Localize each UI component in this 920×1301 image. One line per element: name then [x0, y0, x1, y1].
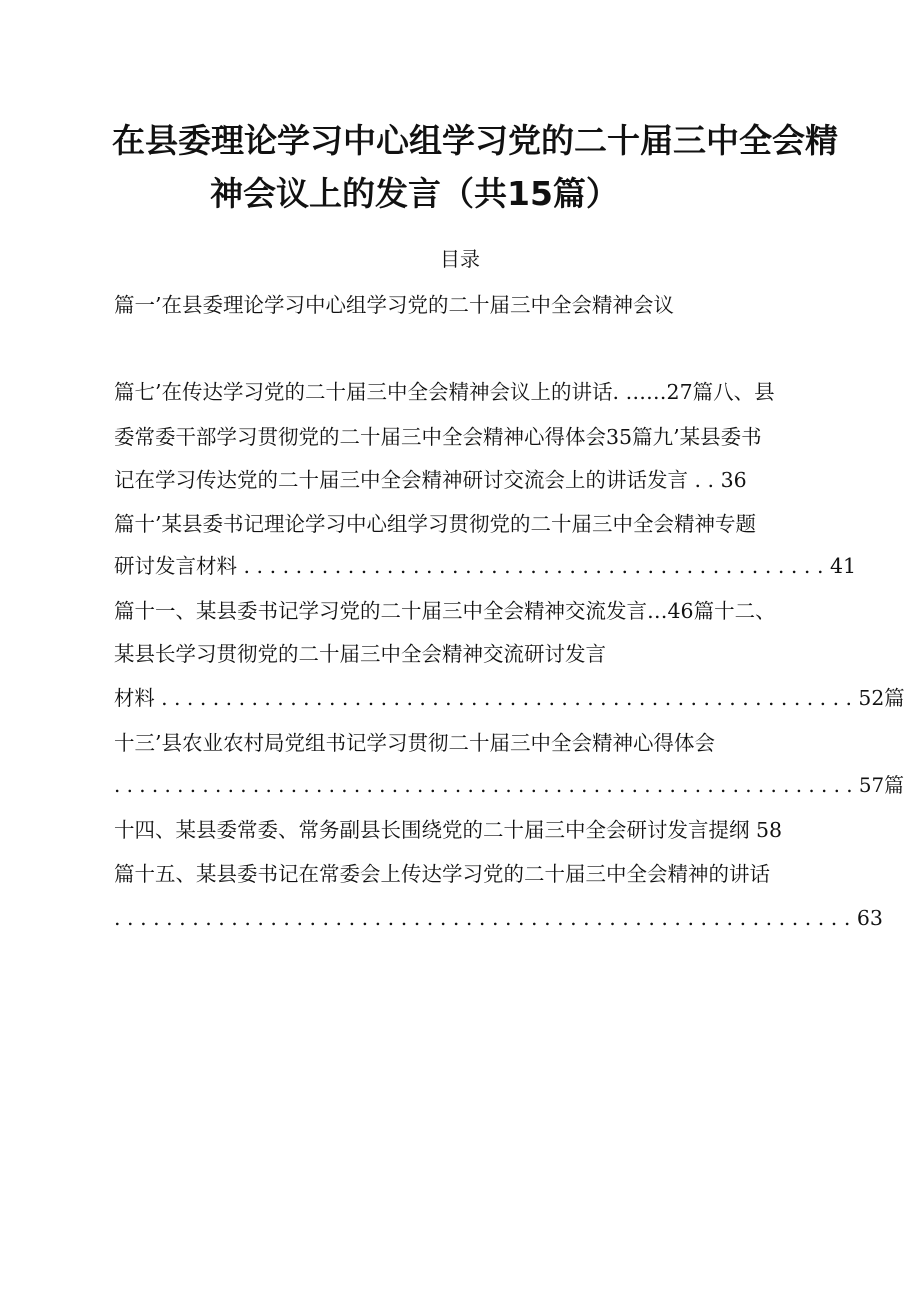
- toc-heading: 目录: [440, 247, 480, 271]
- toc-line: 记在学习传达党的二十届三中全会精神研讨交流会上的讲话发言 . . 36: [114, 468, 747, 492]
- toc-line: 某县长学习贯彻党的二十届三中全会精神交流研讨发言: [114, 642, 606, 666]
- toc-line: 篇十’某县委书记理论学习中心组学习贯彻党的二十届三中全会精神专题: [114, 512, 757, 536]
- toc-line: . . . . . . . . . . . . . . . . . . . . . . . . . . . . . . . . . . . . . . . . . . . . . . . . . . . . . . . . . 63: [114, 906, 883, 930]
- toc-line: 十三’县农业农村局党组书记学习贯彻二十届三中全会精神心得体会: [114, 731, 716, 755]
- toc-line: 篇七’在传达学习党的二十届三中全会精神会议上的讲话. ……27篇八、县: [114, 380, 775, 404]
- toc-line: 篇一’在县委理论学习中心组学习党的二十届三中全会精神会议: [114, 293, 675, 317]
- toc-line: 十四、某县委常委、常务副县长围绕党的二十届三中全会研讨发言提纲 58: [114, 818, 783, 842]
- toc-line: 材料 . . . . . . . . . . . . . . . . . . . . . . . . . . . . . . . . . . . . . . . . . . . . . . . . . . . . . . 52篇: [114, 686, 905, 710]
- toc-line: 篇十五、某县委书记在常委会上传达学习党的二十届三中全会精神的讲话: [114, 862, 770, 886]
- document-title-line-2: 神会议上的发言（共15篇）: [210, 174, 619, 213]
- toc-line: . . . . . . . . . . . . . . . . . . . . . . . . . . . . . . . . . . . . . . . . . . . . . . . . . . . . . . . . . . . 57篇: [114, 774, 905, 797]
- toc-line: 委常委干部学习贯彻党的二十届三中全会精神心得体会35篇九’某县委书: [114, 425, 762, 449]
- toc-line: 篇十一、某县委书记学习党的二十届三中全会精神交流发言…46篇十二、: [114, 599, 776, 623]
- toc-line: 研讨发言材料 . . . . . . . . . . . . . . . . . . . . . . . . . . . . . . . . . . . . . . . . . . . . . 41: [114, 554, 857, 578]
- document-title-line-1: 在县委理论学习中心组学习党的二十届三中全会精: [112, 121, 838, 160]
